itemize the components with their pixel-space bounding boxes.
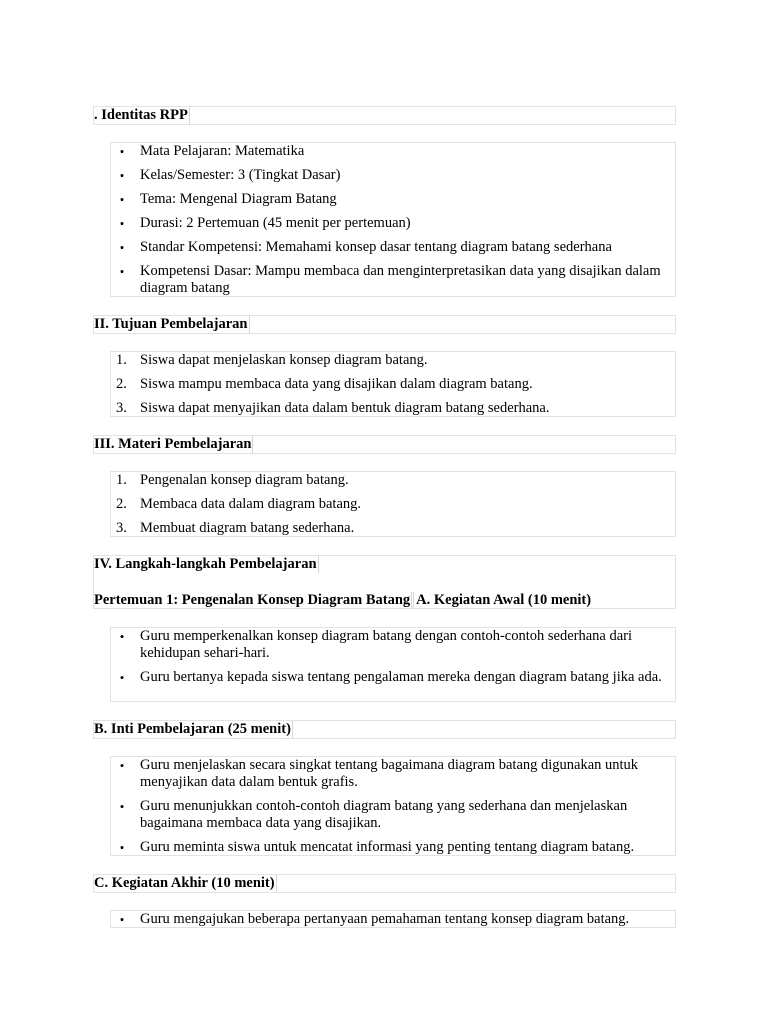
materi-list-box bbox=[110, 471, 676, 537]
list-number: 1. bbox=[116, 472, 127, 488]
list-item: • Mata Pelajaran: Matematika bbox=[119, 143, 305, 159]
list-item: • Durasi: 2 Pertemuan (45 menit per pertemuan) bbox=[119, 215, 411, 231]
list-item: • Kelas/Semester: 3 (Tingkat Dasar) bbox=[119, 167, 341, 183]
section-heading-tujuan bbox=[93, 315, 676, 334]
bullet-icon: • bbox=[119, 264, 125, 279]
bullet-icon: • bbox=[119, 216, 125, 231]
bullet-icon: • bbox=[119, 912, 125, 927]
langkah-list-box bbox=[110, 627, 676, 702]
bullet-icon: • bbox=[119, 240, 125, 255]
list-item: 3. Membuat diagram batang sederhana. bbox=[116, 520, 355, 536]
heading-text: . Identitas RPP bbox=[94, 107, 188, 123]
bullet-icon: • bbox=[119, 144, 125, 159]
list-item: • Tema: Mengenal Diagram Batang bbox=[119, 191, 337, 207]
subheading-text-2: A. Kegiatan Awal (10 menit) bbox=[413, 592, 591, 609]
section-heading-identitas bbox=[93, 106, 676, 125]
list-item: • Guru menjelaskan secara singkat tentang bagaimana diagram batang digunakan untuk menyajikan data dalam bentuk grafis. bbox=[119, 757, 639, 790]
list-item: • Guru mengajukan beberapa pertanyaan pemahaman tentang konsep diagram batang. bbox=[119, 911, 630, 927]
list-item: 3. Siswa dapat menyajikan data dalam bentuk diagram batang sederhana. bbox=[116, 400, 550, 416]
list-item: 2. Membaca data dalam diagram batang. bbox=[116, 496, 362, 512]
list-item: 2. Siswa mampu membaca data yang disajikan dalam diagram batang. bbox=[116, 376, 533, 392]
inti-list-box bbox=[110, 756, 676, 856]
heading-line bbox=[94, 556, 675, 573]
identitas-list bbox=[111, 143, 675, 297]
heading-text: B. Inti Pembelajaran (25 menit) bbox=[94, 721, 291, 737]
bullet-icon: • bbox=[119, 799, 125, 814]
heading-text: C. Kegiatan Akhir (10 menit) bbox=[94, 875, 275, 891]
bullet-icon: • bbox=[119, 840, 125, 855]
list-item: • Guru memperkenalkan konsep diagram batang dengan contoh-contoh sederhana dari kehidupan sehari-hari. bbox=[119, 628, 633, 661]
langkah-list bbox=[111, 628, 675, 686]
list-number: 3. bbox=[116, 400, 127, 416]
bullet-icon: • bbox=[119, 758, 125, 773]
list-item: 1. Siswa dapat menjelaskan konsep diagram batang. bbox=[116, 352, 428, 368]
materi-list bbox=[111, 472, 675, 537]
list-item: • Standar Kompetensi: Memahami konsep dasar tentang diagram batang sederhana bbox=[119, 239, 612, 255]
list-item: • Guru menunjukkan contoh-contoh diagram batang yang sederhana dan menjelaskan bagaimana membaca data yang disajikan. bbox=[119, 798, 628, 831]
list-item: 1. Pengenalan konsep diagram batang. bbox=[116, 472, 349, 488]
akhir-list-box bbox=[110, 910, 676, 928]
bullet-icon: • bbox=[119, 192, 125, 207]
section-heading-inti bbox=[93, 720, 676, 739]
bullet-icon: • bbox=[119, 670, 125, 685]
akhir-list bbox=[111, 911, 675, 928]
list-item: • Guru bertanya kepada siswa tentang pengalaman mereka dengan diagram batang jika ada. bbox=[119, 669, 662, 685]
heading-text: IV. Langkah-langkah Pembelajaran bbox=[94, 556, 317, 572]
heading-text: II. Tujuan Pembelajaran bbox=[94, 316, 248, 332]
heading-text: III. Materi Pembelajaran bbox=[94, 436, 252, 452]
list-number: 2. bbox=[116, 496, 127, 512]
tujuan-list bbox=[111, 352, 675, 417]
section-heading-langkah bbox=[93, 555, 676, 609]
tujuan-list-box bbox=[110, 351, 676, 417]
list-number: 1. bbox=[116, 352, 127, 368]
subheading-line bbox=[94, 592, 591, 609]
bullet-icon: • bbox=[119, 629, 125, 644]
bullet-icon: • bbox=[119, 168, 125, 183]
list-number: 2. bbox=[116, 376, 127, 392]
section-heading-akhir bbox=[93, 874, 676, 893]
section-heading-materi bbox=[93, 435, 676, 454]
inti-list bbox=[111, 757, 675, 856]
subheading-text: Pertemuan 1: Pengenalan Konsep Diagram Batang bbox=[94, 592, 411, 608]
identitas-list-box bbox=[110, 142, 676, 297]
list-item: • Guru meminta siswa untuk mencatat informasi yang penting tentang diagram batang. bbox=[119, 839, 635, 855]
list-number: 3. bbox=[116, 520, 127, 536]
list-item: • Kompetensi Dasar: Mampu membaca dan menginterpretasikan data yang disajikan dalam diagram batang bbox=[119, 263, 661, 296]
